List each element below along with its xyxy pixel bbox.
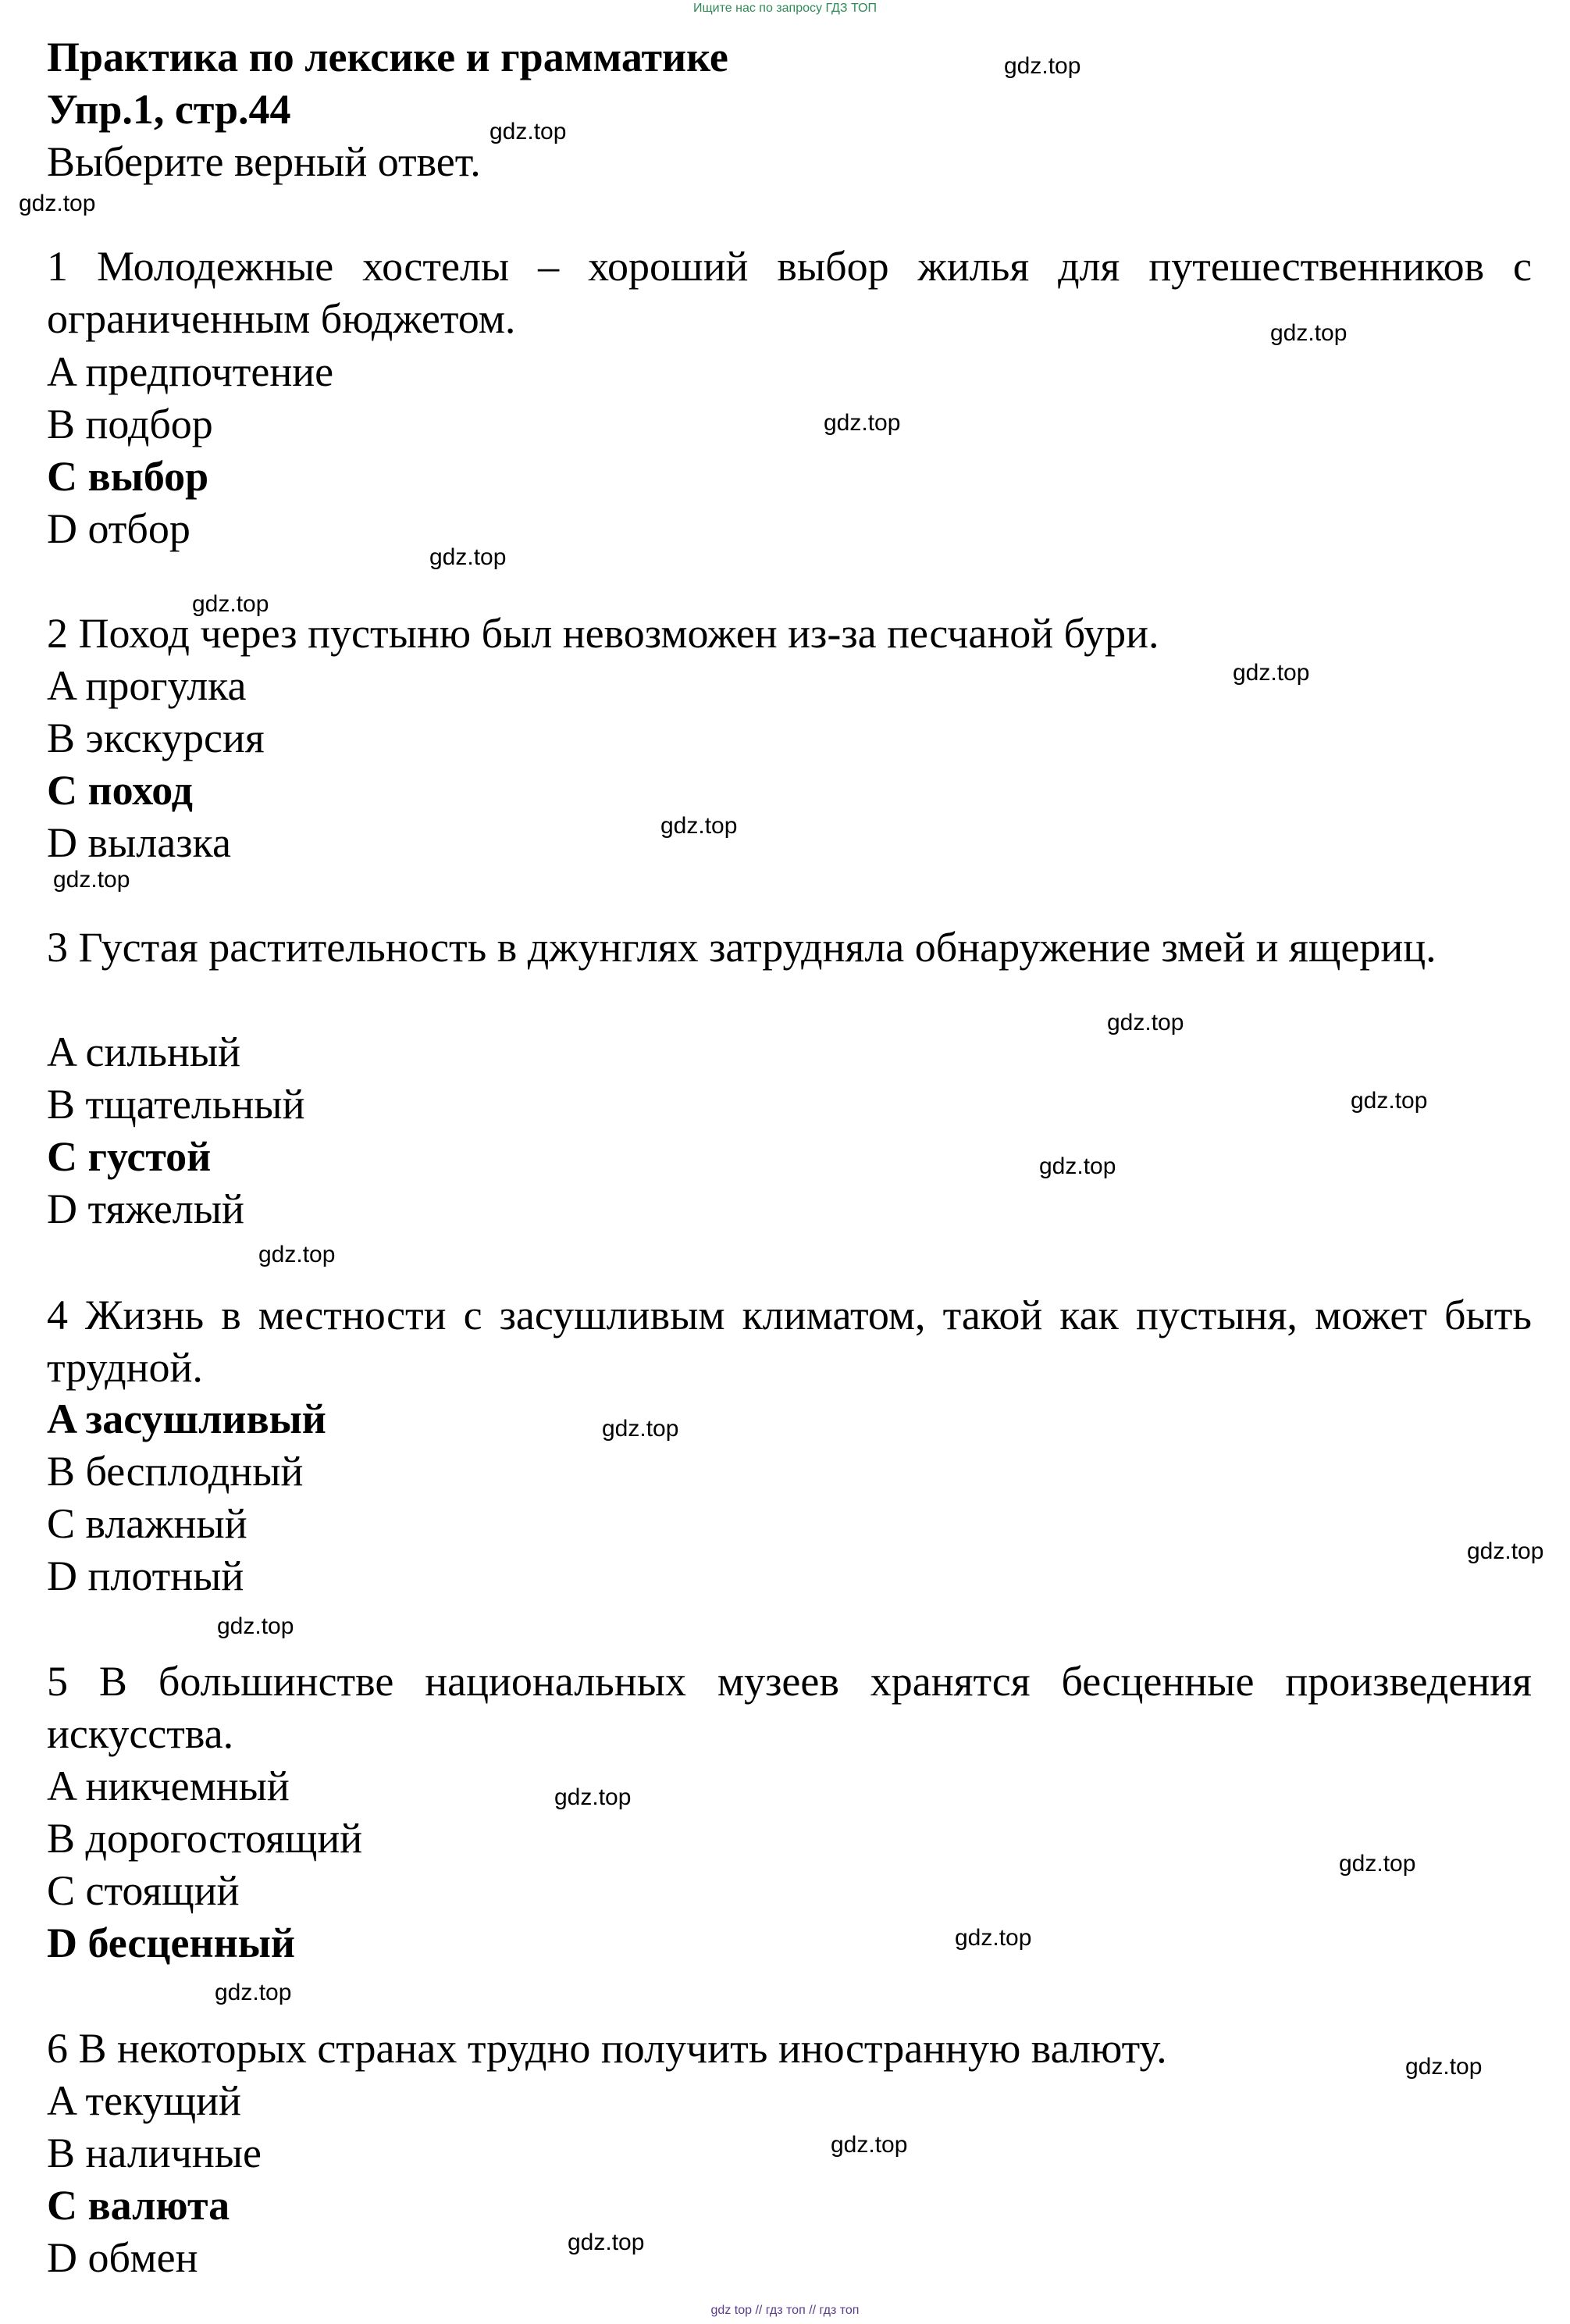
watermark: gdz.top xyxy=(1351,1088,1428,1114)
watermark: gdz.top xyxy=(215,1980,292,2005)
q4-option-c: C влажный xyxy=(47,1500,247,1547)
watermark: gdz.top xyxy=(660,813,738,839)
watermark: gdz.top xyxy=(568,2230,645,2255)
q5-option-c: C стоящий xyxy=(47,1867,240,1914)
bottom-note: gdz top // гдз топ // гдз топ xyxy=(710,2304,860,2317)
watermark: gdz.top xyxy=(1270,320,1347,346)
watermark: gdz.top xyxy=(554,1784,632,1810)
q3-option-b: B тщательный xyxy=(47,1081,305,1128)
question-1-text: 1 Молодежные хостелы – хороший выбор жилья для путешественников с ограниченным бюджетом. xyxy=(47,243,1532,342)
watermark: gdz.top xyxy=(490,119,567,144)
instruction: Выберите верный ответ. xyxy=(47,138,481,185)
watermark: gdz.top xyxy=(217,1613,294,1639)
top-note: Ищите нас по запросу ГДЗ ТОП xyxy=(693,2,877,15)
watermark: gdz.top xyxy=(1004,53,1081,79)
q3-option-a: A сильный xyxy=(47,1028,241,1075)
q2-option-a: A прогулка xyxy=(47,662,247,709)
watermark: gdz.top xyxy=(192,591,269,617)
q1-option-c-correct: C выбор xyxy=(47,453,209,500)
q6-option-d: D обмен xyxy=(47,2234,198,2281)
watermark: gdz.top xyxy=(53,867,130,893)
watermark: gdz.top xyxy=(1107,1010,1184,1035)
watermark: gdz.top xyxy=(1339,1851,1416,1877)
question-4-text: 4 Жизнь в местности с засушливым климатом, такой как пустыня, может быть трудной. xyxy=(47,1292,1532,1391)
watermark: gdz.top xyxy=(831,2132,908,2158)
page-title: Практика по лексике и грамматике xyxy=(47,34,728,80)
q6-option-a: A текущий xyxy=(47,2077,241,2124)
watermark: gdz.top xyxy=(1467,1538,1544,1564)
exercise-label: Упр.1, стр.44 xyxy=(47,86,291,133)
question-3-text: 3 Густая растительность в джунглях затрудняла обнаружение змей и ящериц. xyxy=(47,924,1436,971)
watermark: gdz.top xyxy=(258,1242,336,1267)
q5-option-a: A никчемный xyxy=(47,1763,290,1809)
watermark: gdz.top xyxy=(1039,1153,1116,1179)
q5-option-b: B дорогостоящий xyxy=(47,1815,363,1862)
q4-option-a-correct: A засушливый xyxy=(47,1395,326,1442)
watermark: gdz.top xyxy=(955,1925,1032,1951)
question-2-text: 2 Поход через пустыню был невозможен из-за песчаной бури. xyxy=(47,610,1159,657)
question-5-text: 5 В большинстве национальных музеев хранятся бесценные произведения искусства. xyxy=(47,1658,1532,1757)
q6-option-c-correct: C валюта xyxy=(47,2182,230,2229)
question-6-text: 6 В некоторых странах трудно получить иностранную валюту. xyxy=(47,2025,1167,2072)
watermark: gdz.top xyxy=(19,191,96,216)
q1-option-d: D отбор xyxy=(47,505,190,552)
q5-option-d-correct: D бесценный xyxy=(47,1919,295,1966)
q1-option-a: A предпочтение xyxy=(47,348,334,395)
watermark: gdz.top xyxy=(824,410,901,436)
q2-option-b: B экскурсия xyxy=(47,715,265,761)
q2-option-c-correct: C поход xyxy=(47,767,193,814)
q2-option-d: D вылазка xyxy=(47,819,231,866)
watermark: gdz.top xyxy=(602,1416,679,1442)
q3-option-d: D тяжелый xyxy=(47,1185,244,1232)
q3-option-c-correct: C густой xyxy=(47,1133,212,1180)
q4-option-d: D плотный xyxy=(47,1552,244,1599)
watermark: gdz.top xyxy=(1405,2054,1483,2080)
q6-option-b: B наличные xyxy=(47,2130,262,2176)
watermark: gdz.top xyxy=(1233,660,1310,686)
watermark: gdz.top xyxy=(429,544,507,570)
q1-option-b: B подбор xyxy=(47,401,213,447)
q4-option-b: B бесплодный xyxy=(47,1448,304,1495)
